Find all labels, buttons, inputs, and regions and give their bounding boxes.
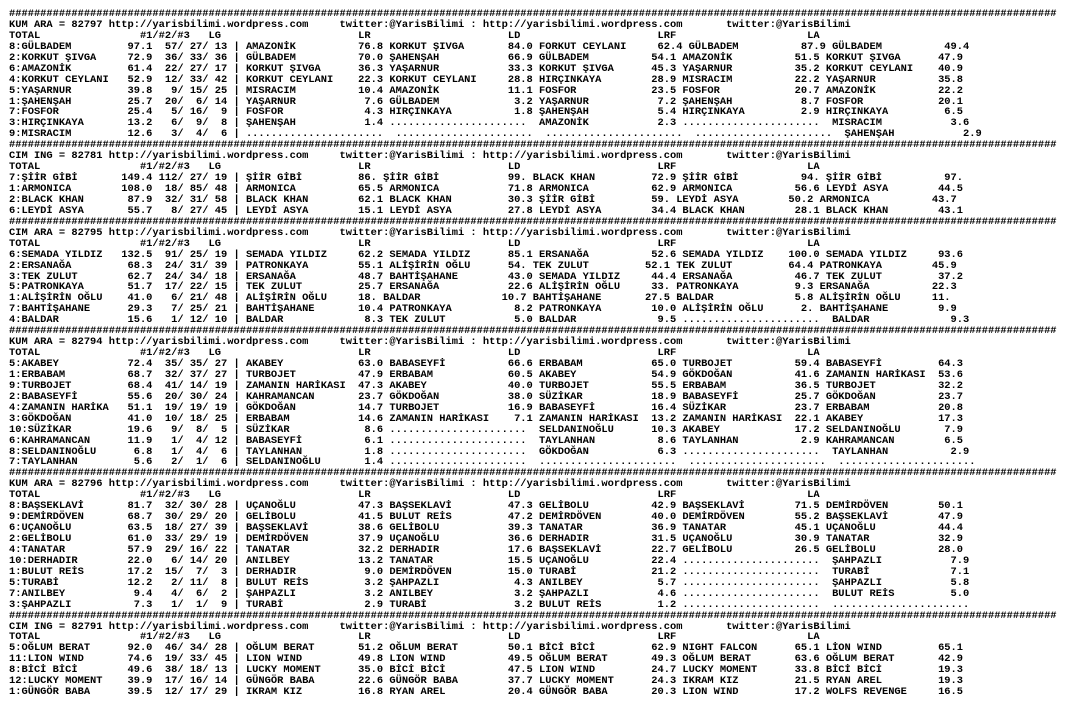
results-row: 3:HIRÇINKAYA 13.2 6/ 9/ 8 | ŞAHENŞAH 1.4 ...................... AMAZONİK 2.3 ...................... MISRACIM 3.6: [9, 117, 970, 130]
results-row: 5:AKABEY 72.4 35/ 35/ 27 | AKABEY 63.0 BABASEYFİ 66.6 ERBABAM 65.0 TURBOJET 59.4 BABASEYFİ 64.3: [9, 358, 964, 370]
race-header: CIM ING = 82791 http://yarisbilimi.wordpress.com twitter:@YarisBilimi : http://yarisbilimi.wordpress.com twitter:@YarisBilimi: [9, 620, 851, 633]
race-results-document: [9, 9, 1057, 698]
results-row: 5:PATRONKAYA 51.7 17/ 22/ 15 | TEK ZULUT 25.7 ERSANAĞA 22.6 ALİŞİRİN OĞLU 33. PATRONKAYA 9.3 ERSANAĞA 22.3: [9, 281, 957, 294]
race-header: KUM ARA = 82797 http://yarisbilimi.wordpress.com twitter:@YarisBilimi : http://yarisbilimi.wordpress.com twitter:@YarisBilimi: [9, 18, 851, 31]
results-row: 10:DERHADIR 22.0 6/ 14/ 20 | ANILBEY 13.2 TANATAR 15.5 UÇANOĞLU 22.4 ...................... ŞAHPAZLI 7.9: [9, 554, 970, 567]
results-row: 7:ANILBEY 9.4 4/ 6/ 2 | ŞAHPAZLI 3.2 ANILBEY 3.2 ŞAHPAZLI 4.6 ...................... BULUT REİS 5.0: [9, 587, 970, 600]
results-row: 4:KORKUT CEYLANI 52.9 12/ 33/ 42 | KORKUT CEYLANI 22.3 KORKUT CEYLANI 28.8 HIRÇINKAYA 28.9 MISRACIM 22.2 YAŞARNUR 35.8: [9, 73, 964, 86]
column-header-row: TOTAL #1/#2/#3 LG LR LD LRF LA: [9, 237, 820, 250]
results-row: 1:BULUT REİS 17.2 15/ 7/ 3 | DERHADIR 9.0 DEMİRDÖVEN 15.0 TURABİ 21.2 ...................... TURABİ 7.1: [9, 565, 970, 578]
results-row: 4:ZAMANIN HARİKA 51.1 19/ 19/ 19 | GÖKDOĞAN 14.7 TURBOJET 16.9 BABASEYFİ 16.4 SÜZİKAR 23.7 ERBABAM 20.8: [9, 401, 964, 414]
results-row: 6:SEMADA YILDIZ 132.5 91/ 25/ 19 | SEMADA YILDIZ 62.2 SEMADA YILDIZ 85.1 ERSANAĞA 52.6 SEMADA YILDIZ 100.0 SEMADA YILDIZ 93.6: [9, 248, 964, 261]
results-row: 7:ŞİİR GİBİ 149.4 112/ 27/ 19 | ŞİİR GİBİ 86. ŞİİR GİBİ 99. BLACK KHAN 72.9 ŞİİR GİBİ 94. ŞİİR GİBİ 97.: [9, 172, 964, 185]
results-row: 8:BAŞSEKLAVİ 81.7 32/ 30/ 28 | UÇANOĞLU 47.3 BAŞSEKLAVİ 47.3 GELİBOLU 42.9 BAŞSEKLAVİ 71.5 DEMİRDÖVEN 50.1: [9, 500, 964, 513]
section-divider: ########################################################################################################################################################################: [9, 325, 1057, 338]
results-row: 6:AMAZONİK 61.4 22/ 27/ 17 | KORKUT ŞIVGA 36.3 YAŞARNUR 33.3 KORKUT ŞIVGA 45.3 YAŞARNUR 35.2 KORKUT CEYLANI 40.9: [9, 62, 964, 75]
results-row: 5:OĞLUM BERAT 92.0 46/ 34/ 28 | OĞLUM BERAT 51.2 OĞLUM BERAT 50.1 BİCİ BİCİ 62.9 NIGHT FALCON 65.1 LİON WIND 65.1: [9, 642, 964, 655]
results-row: 5:YAŞARNUR 39.8 9/ 15/ 25 | MISRACIM 10.4 AMAZONİK 11.1 FOSFOR 23.5 FOSFOR 20.7 AMAZONİK 22.2: [9, 84, 964, 97]
results-row: 9:MISRACIM 12.6 3/ 4/ 6 | ...................... ...................... ...................... ...................... ŞAHENŞAH 2.9: [9, 128, 982, 141]
results-row: 3:GÖKDOĞAN 41.0 10/ 18/ 25 | ERBABAM 14.6 ZAMANIN HARİKASI 7.1 ZAMANIN HARİKASI 13.2 ZAMANIN HARİKASI 22.1 AKABEY 17.3: [9, 412, 964, 425]
results-row: 4:BALDAR 15.6 1/ 12/ 10 | BALDAR 8.3 TEK ZULUT 5.0 BALDAR 9.5 ...................... BALDAR 9.3: [9, 314, 970, 327]
race-header: KUM ARA = 82796 http://yarisbilimi.wordpress.com twitter:@YarisBilimi : http://yarisbilimi.wordpress.com twitter:@YarisBilimi: [9, 478, 851, 491]
race-header: CIM ING = 82781 http://yarisbilimi.wordpress.com twitter:@YarisBilimi : http://yarisbilimi.wordpress.com twitter:@YarisBilimi: [9, 150, 851, 163]
section-divider: ########################################################################################################################################################################: [9, 8, 1057, 20]
results-row: 1:ERBABAM 68.7 32/ 37/ 27 | TURBOJET 47.9 ERBABAM 60.5 AKABEY 54.9 GÖKDOĞAN 41.6 ZAMANIN HARİKASI 53.6: [9, 368, 964, 381]
results-row: 7:BAHTİŞAHANE 29.3 7/ 25/ 21 | BAHTİŞAHANE 10.4 PATRONKAYA 8.2 PATRONKAYA 10.0 ALİŞİRİN OĞLU 2. BAHTİŞAHANE 9.9: [9, 303, 957, 316]
column-header-row: TOTAL #1/#2/#3 LG LR LD LRF LA: [9, 489, 820, 502]
column-header-row: TOTAL #1/#2/#3 LG LR LD LRF LA: [9, 347, 820, 360]
section-divider: ########################################################################################################################################################################: [9, 215, 1057, 228]
results-row: 1:ARMONICA 108.0 18/ 85/ 48 | ARMONICA 65.5 ARMONICA 71.8 ARMONICA 62.9 ARMONICA 56.6 LEYDİ ASYA 44.5: [9, 183, 964, 195]
results-row: 6:KAHRAMANCAN 11.9 1/ 4/ 12 | BABASEYFİ 6.1 ...................... TAYLANHAN 8.6 TAYLANHAN 2.9 KAHRAMANCAN 6.5: [9, 434, 964, 447]
section-divider: ########################################################################################################################################################################: [9, 609, 1057, 622]
section-divider: ########################################################################################################################################################################: [9, 139, 1057, 152]
results-row: 6:LEYDİ ASYA 55.7 8/ 27/ 45 | LEYDİ ASYA 15.1 LEYDİ ASYA 27.8 LEYDİ ASYA 34.4 BLACK KHAN 28.1 BLACK KHAN 43.1: [9, 204, 964, 217]
results-row: 3:TEK ZULUT 62.7 24/ 34/ 18 | ERSANAĞA 48.7 BAHTİŞAHANE 43.0 SEMADA YILDIZ 44.4 ERSANAĞA 46.7 TEK ZULUT 37.2: [9, 270, 964, 283]
results-row: 1:ŞAHENŞAH 25.7 20/ 6/ 14 | YAŞARNUR 7.6 GÜLBADEM 3.2 YAŞARNUR 7.2 ŞAHENŞAH 8.7 FOSFOR 20.1: [9, 95, 964, 108]
results-row: 10:SÜZİKAR 19.6 9/ 8/ 5 | SÜZİKAR 8.6 ...................... SELDANINOĞLU 10.3 AKABEY 17.2 SELDANINOĞLU 7.9: [9, 423, 964, 436]
results-row: 9:TURBOJET 68.4 41/ 14/ 19 | ZAMANIN HARİKASI 47.3 AKABEY 40.0 TURBOJET 55.5 ERBABAM 36.5 TURBOJET 32.2: [9, 379, 964, 392]
results-row: 8:SELDANINOĞLU 6.8 1/ 4/ 6 | TAYLANHAN 1.8 ...................... GÖKDOĞAN 6.3 ...................... TAYLANHAN 2.9: [9, 445, 970, 458]
results-row: 1:ALİŞİRİN OĞLU 41.0 6/ 21/ 48 | ALİŞİRİN OĞLU 18. BALDAR 10.7 BAHTİŞAHANE 27.5 BALDAR 5.8 ALİŞİRİN OĞLU 11.: [9, 292, 951, 305]
results-row: 9:DEMİRDÖVEN 68.7 30/ 29/ 20 | GELİBOLU 41.5 BULUT REİS 47.2 DEMİRDÖVEN 40.0 DEMİRDÖVEN 55.2 BAŞSEKLAVİ 47.9: [9, 511, 964, 524]
race-header: CIM ARA = 82795 http://yarisbilimi.wordpress.com twitter:@YarisBilimi : http://yarisbilimi.wordpress.com twitter:@YarisBilimi: [9, 226, 851, 239]
results-row: 8:BİCİ BİCİ 49.6 38/ 18/ 13 | LUCKY MOMENT 35.0 BİCİ BİCİ 47.5 LION WIND 24.7 LUCKY MOMENT 33.8 BİCİ BİCİ 19.3: [9, 664, 964, 677]
results-row: 7:TAYLANHAN 5.6 2/ 1/ 6 | SELDANINOĞLU 1.4 ...................... ...................... ...................... ......................: [9, 456, 976, 469]
results-row: 2:ERSANAĞA 68.3 24/ 31/ 39 | PATRONKAYA 55.1 ALİŞİRİN OĞLU 54. TEK ZULUT 52.1 TEK ZULUT 64.4 PATRONKAYA 45.9: [9, 259, 957, 272]
results-row: 2:GELİBOLU 61.0 33/ 29/ 19 | DEMİRDÖVEN 37.9 UÇANOĞLU 36.6 DERHADIR 31.5 UÇANOĞLU 30.9 TANATAR 32.9: [9, 533, 964, 545]
column-header-row: TOTAL #1/#2/#3 LG LR LD LRF LA: [9, 161, 820, 174]
column-header-row: TOTAL #1/#2/#3 LG LR LD LRF LA: [9, 631, 820, 644]
results-row: 2:BABASEYFİ 55.6 20/ 30/ 24 | KAHRAMANCAN 23.7 GÖKDOĞAN 38.0 SÜZİKAR 18.9 BABASEYFİ 25.7 GÖKDOĞAN 23.7: [9, 390, 964, 403]
results-row: 2:KORKUT ŞIVGA 72.9 36/ 33/ 36 | GÜLBADEM 70.0 ŞAHENŞAH 66.9 GÜLBADEM 54.1 AMAZONİK 51.5 KORKUT ŞIVGA 47.9: [9, 51, 964, 64]
results-row: 11:LION WIND 74.6 19/ 33/ 45 | LION WIND 49.8 LION WIND 49.5 OĞLUM BERAT 49.3 OĞLUM BERAT 63.6 OĞLUM BERAT 42.9: [9, 653, 964, 666]
results-row: 5:TURABİ 12.2 2/ 11/ 8 | BULUT REİS 3.2 ŞAHPAZLI 4.3 ANILBEY 5.7 ...................... ŞAHPAZLI 5.8: [9, 576, 970, 589]
race-header: KUM ARA = 82794 http://yarisbilimi.wordpress.com twitter:@YarisBilimi : http://yarisbilimi.wordpress.com twitter:@YarisBilimi: [9, 336, 851, 349]
results-row: 6:UÇANOĞLU 63.5 18/ 27/ 39 | BAŞSEKLAVİ 38.6 GELİBOLU 39.3 TANATAR 36.9 TANATAR 45.1 UÇANOĞLU 44.4: [9, 522, 964, 535]
results-row: 2:BLACK KHAN 87.9 32/ 31/ 58 | BLACK KHAN 62.1 BLACK KHAN 30.3 ŞİİR GİBİ 59. LEYDİ ASYA 50.2 ARMONICA 43.7: [9, 193, 957, 206]
results-row: 1:GÜNGÖR BABA 39.5 12/ 17/ 29 | IKRAM KIZ 16.8 RYAN AREL 20.4 GÜNGÖR BABA 20.3 LION WIND 17.2 WOLFS REVENGE 16.5: [9, 686, 964, 699]
results-row: 8:GÜLBADEM 97.1 57/ 27/ 13 | AMAZONİK 76.8 KORKUT ŞIVGA 84.0 FORKUT CEYLANI 62.4 GÜLBADEM 87.9 GÜLBADEM 49.4: [9, 40, 970, 53]
results-row: 12:LUCKY MOMENT 39.9 17/ 16/ 14 | GÜNGÖR BABA 22.6 GÜNGÖR BABA 37.7 LUCKY MOMENT 24.3 IKRAM KIZ 21.5 RYAN AREL 19.3: [9, 675, 964, 688]
results-row: 4:TANATAR 57.9 29/ 16/ 22 | TANATAR 32.2 DERHADIR 17.6 BAŞSEKLAVİ 22.7 GELİBOLU 26.5 GELİBOLU 28.0: [9, 543, 964, 556]
column-header-row: TOTAL #1/#2/#3 LG LR LD LRF LA: [9, 29, 820, 42]
section-divider: ########################################################################################################################################################################: [9, 467, 1057, 480]
results-row: 3:ŞAHPAZLI 7.3 1/ 1/ 9 | TURABİ 2.9 TURABİ 3.2 BULUT REİS 1.2 ...................... ......................: [9, 598, 970, 611]
results-row: 7:FOSFOR 25.4 5/ 16/ 9 | FOSFOR 4.3 HIRÇINKAYA 1.8 ŞAHENŞAH 5.4 HIRÇINKAYA 2.9 HIRÇINKAYA 6.5: [9, 106, 964, 119]
